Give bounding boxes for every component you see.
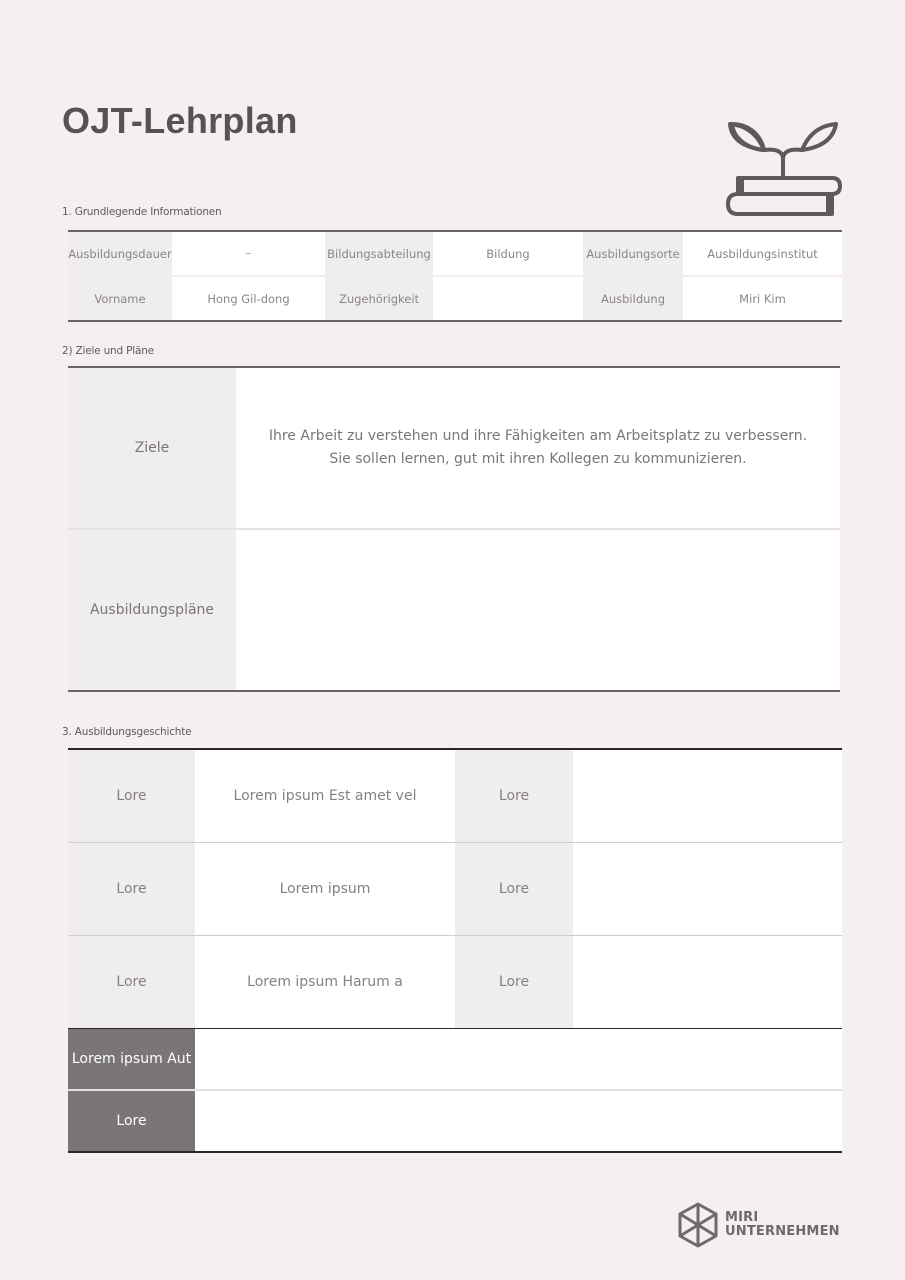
summary-label: Lorem ipsum Aut [68, 1029, 195, 1089]
plans-row [68, 528, 840, 690]
history-value[interactable] [573, 843, 842, 935]
history-value[interactable]: Lorem ipsum [195, 843, 455, 935]
history-label: Lore [455, 936, 573, 1028]
goals-value[interactable] [236, 368, 840, 528]
logo-line-2: UNTERNEHMEN [725, 1224, 840, 1239]
history-value[interactable] [573, 936, 842, 1028]
table-row [68, 842, 842, 935]
goals-label: Ziele [68, 368, 236, 528]
summary-label: Lore [68, 1091, 195, 1151]
first-name-value[interactable]: Hong Gil-dong [172, 277, 325, 320]
summary-row [68, 1089, 842, 1151]
page-title: OJT-Lehrplan [62, 100, 298, 141]
plans-label: Ausbildungspläne [68, 530, 236, 690]
plant-on-books-icon [724, 118, 844, 226]
summary-row [68, 1029, 842, 1089]
logo-line-1: MIRI [725, 1210, 759, 1225]
goals-row [68, 368, 840, 528]
training-location-value[interactable]: Ausbildungsinstitut [683, 232, 842, 275]
first-name-label: Vorname [68, 277, 172, 320]
goals-line-1: Ihre Arbeit zu verstehen und ihre Fähigkeiten am Arbeitsplatz zu verbessern. [268, 428, 808, 444]
history-label: Lore [68, 936, 195, 1028]
affiliation-value[interactable] [433, 277, 583, 320]
table-row [68, 750, 842, 842]
summary-table [68, 1028, 842, 1153]
hexagon-cube-logo-icon [677, 1201, 719, 1249]
summary-value[interactable] [195, 1091, 842, 1151]
summary-value[interactable] [195, 1029, 842, 1089]
training-duration-value[interactable]: ~ [172, 232, 325, 275]
section1-heading: 1. Grundlegende Informationen [62, 206, 222, 218]
history-label: Lore [68, 750, 195, 842]
training-location-label: Ausbildungsorte [583, 232, 683, 275]
history-value[interactable] [573, 750, 842, 842]
logo-text [725, 1211, 840, 1239]
trainer-label: Ausbildung [583, 277, 683, 320]
history-label: Lore [455, 843, 573, 935]
goals-line-2: Sie sollen lernen, gut mit ihren Kollegen zu kommunizieren. [329, 451, 747, 467]
basic-info-table [68, 230, 842, 322]
goals-plans-table [68, 366, 840, 692]
section3-heading: 3. Ausbildungsgeschichte [62, 726, 192, 738]
section2-heading: 2) Ziele und Pläne [62, 345, 154, 357]
history-value[interactable]: Lorem ipsum Est amet vel [195, 750, 455, 842]
training-duration-label: Ausbildungsdauer [68, 232, 172, 275]
training-history-table [68, 748, 842, 1030]
history-label: Lore [68, 843, 195, 935]
info-row [68, 275, 842, 320]
table-row [68, 935, 842, 1028]
company-logo [677, 1201, 840, 1249]
info-row [68, 232, 842, 275]
trainer-value[interactable]: Miri Kim [683, 277, 842, 320]
affiliation-label: Zugehörigkeit [325, 277, 433, 320]
history-label: Lore [455, 750, 573, 842]
department-value[interactable]: Bildung [433, 232, 583, 275]
plans-value[interactable] [236, 530, 840, 690]
history-value[interactable]: Lorem ipsum Harum a [195, 936, 455, 1028]
department-label: Bildungsabteilung [325, 232, 433, 275]
